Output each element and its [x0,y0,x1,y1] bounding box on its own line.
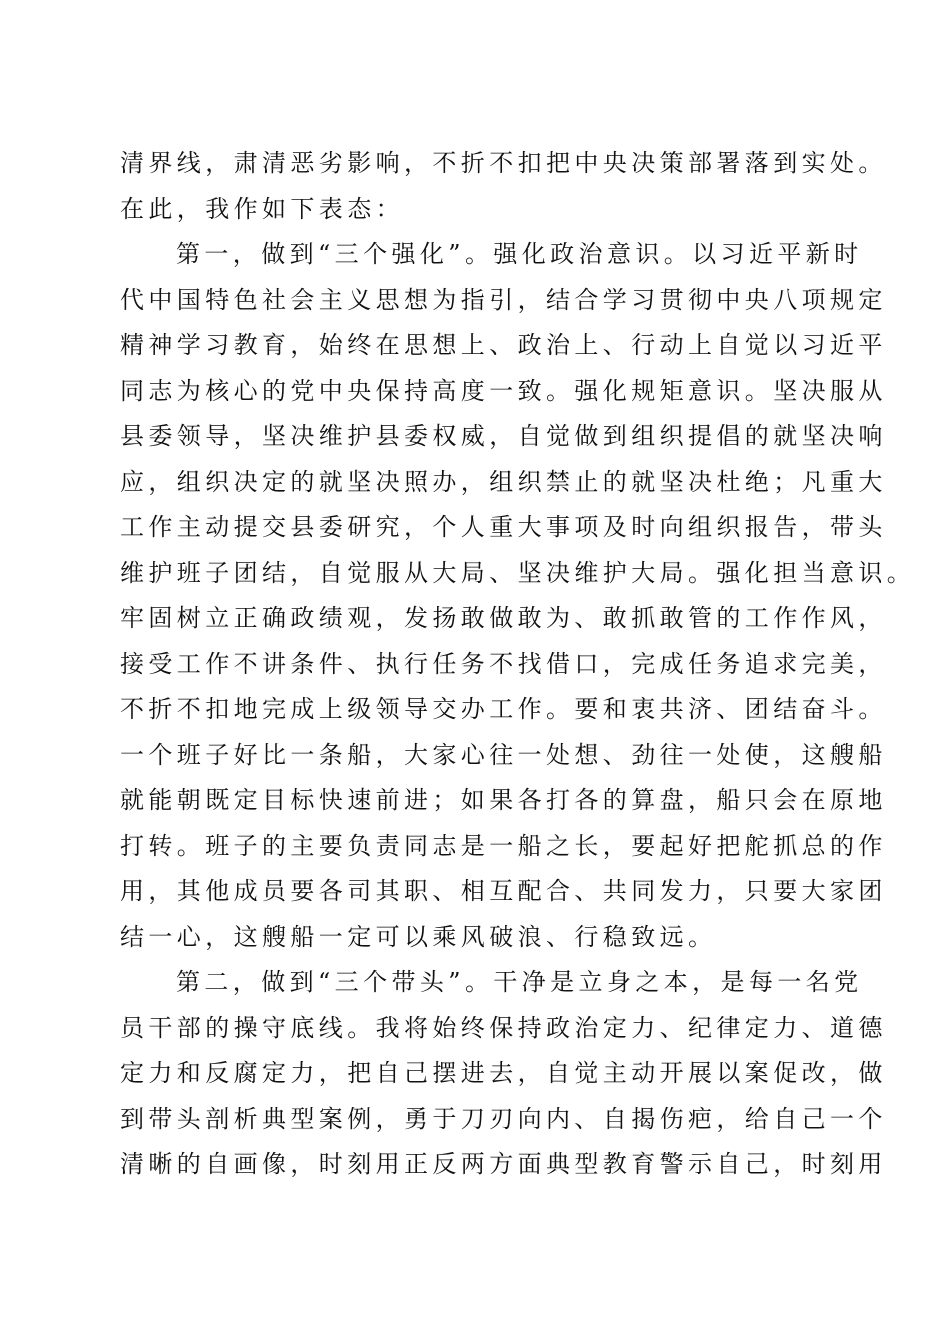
text-line: 代中国特色社会主义思想为指引，结合学习贯彻中央八项规定 [120,285,887,314]
text-line: 清晰的自画像，时刻用正反两方面典型教育警示自己，时刻用 [120,1150,887,1178]
text-line: 清界线，肃清恶劣影响，不折不扣把中央决策部署落到实处。 [120,149,887,177]
paragraph-first-line: 第一，做到“三个强化”。强化政治意识。以习近平新时 [176,240,863,268]
text-line: 结一心，这艘船一定可以乘风破浪、行稳致远。 [120,922,717,951]
text-line: 接受工作不讲条件、执行任务不找借口，完成任务追求完美， [120,649,887,678]
text-line: 精神学习教育，始终在思想上、政治上、行动上自觉以习近平 [120,331,887,359]
text-line: 同志为核心的党中央保持高度一致。强化规矩意识。坚决服从 [120,376,887,405]
text-line: 不折不扣地完成上级领导交办工作。要和衷共济、团结奋斗。 [120,695,887,723]
text-line: 县委领导，坚决维护县委权威，自觉做到组织提倡的就坚决响 [120,422,887,450]
text-line: 一个班子好比一条船，大家心往一处想、劲往一处使，这艘船 [120,740,887,769]
text-line: 打转。班子的主要负责同志是一船之长，要起好把舵抓总的作 [120,831,887,860]
text-line: 定力和反腐定力，把自己摆进去，自觉主动开展以案促改，做 [120,1059,887,1087]
paragraph-first-line: 第二，做到“三个带头”。干净是立身之本，是每一名党 [176,968,863,996]
text-line: 员干部的操守底线。我将始终保持政治定力、纪律定力、道德 [120,1013,887,1042]
text-line: 用，其他成员要各司其职、相互配合、共同发力，只要大家团 [120,877,887,905]
text-line: 在此，我作如下表态： [120,194,404,223]
text-line: 就能朝既定目标快速前进；如果各打各的算盘，船只会在原地 [120,786,887,814]
text-line: 牢固树立正确政绩观，发扬敢做敢为、敢抓敢管的工作作风， [120,604,887,632]
text-line: 维护班子团结，自觉服从大局、坚决维护大局。强化担当意识。 [120,558,916,587]
text-line: 工作主动提交县委研究，个人重大事项及时向组织报告，带头 [120,513,887,541]
text-line: 应，组织决定的就坚决照办，组织禁止的就坚决杜绝；凡重大 [120,467,887,496]
text-line: 到带头剖析典型案例，勇于刀刃向内、自揭伤疤，给自己一个 [120,1104,887,1133]
body-text [120,141,916,1188]
